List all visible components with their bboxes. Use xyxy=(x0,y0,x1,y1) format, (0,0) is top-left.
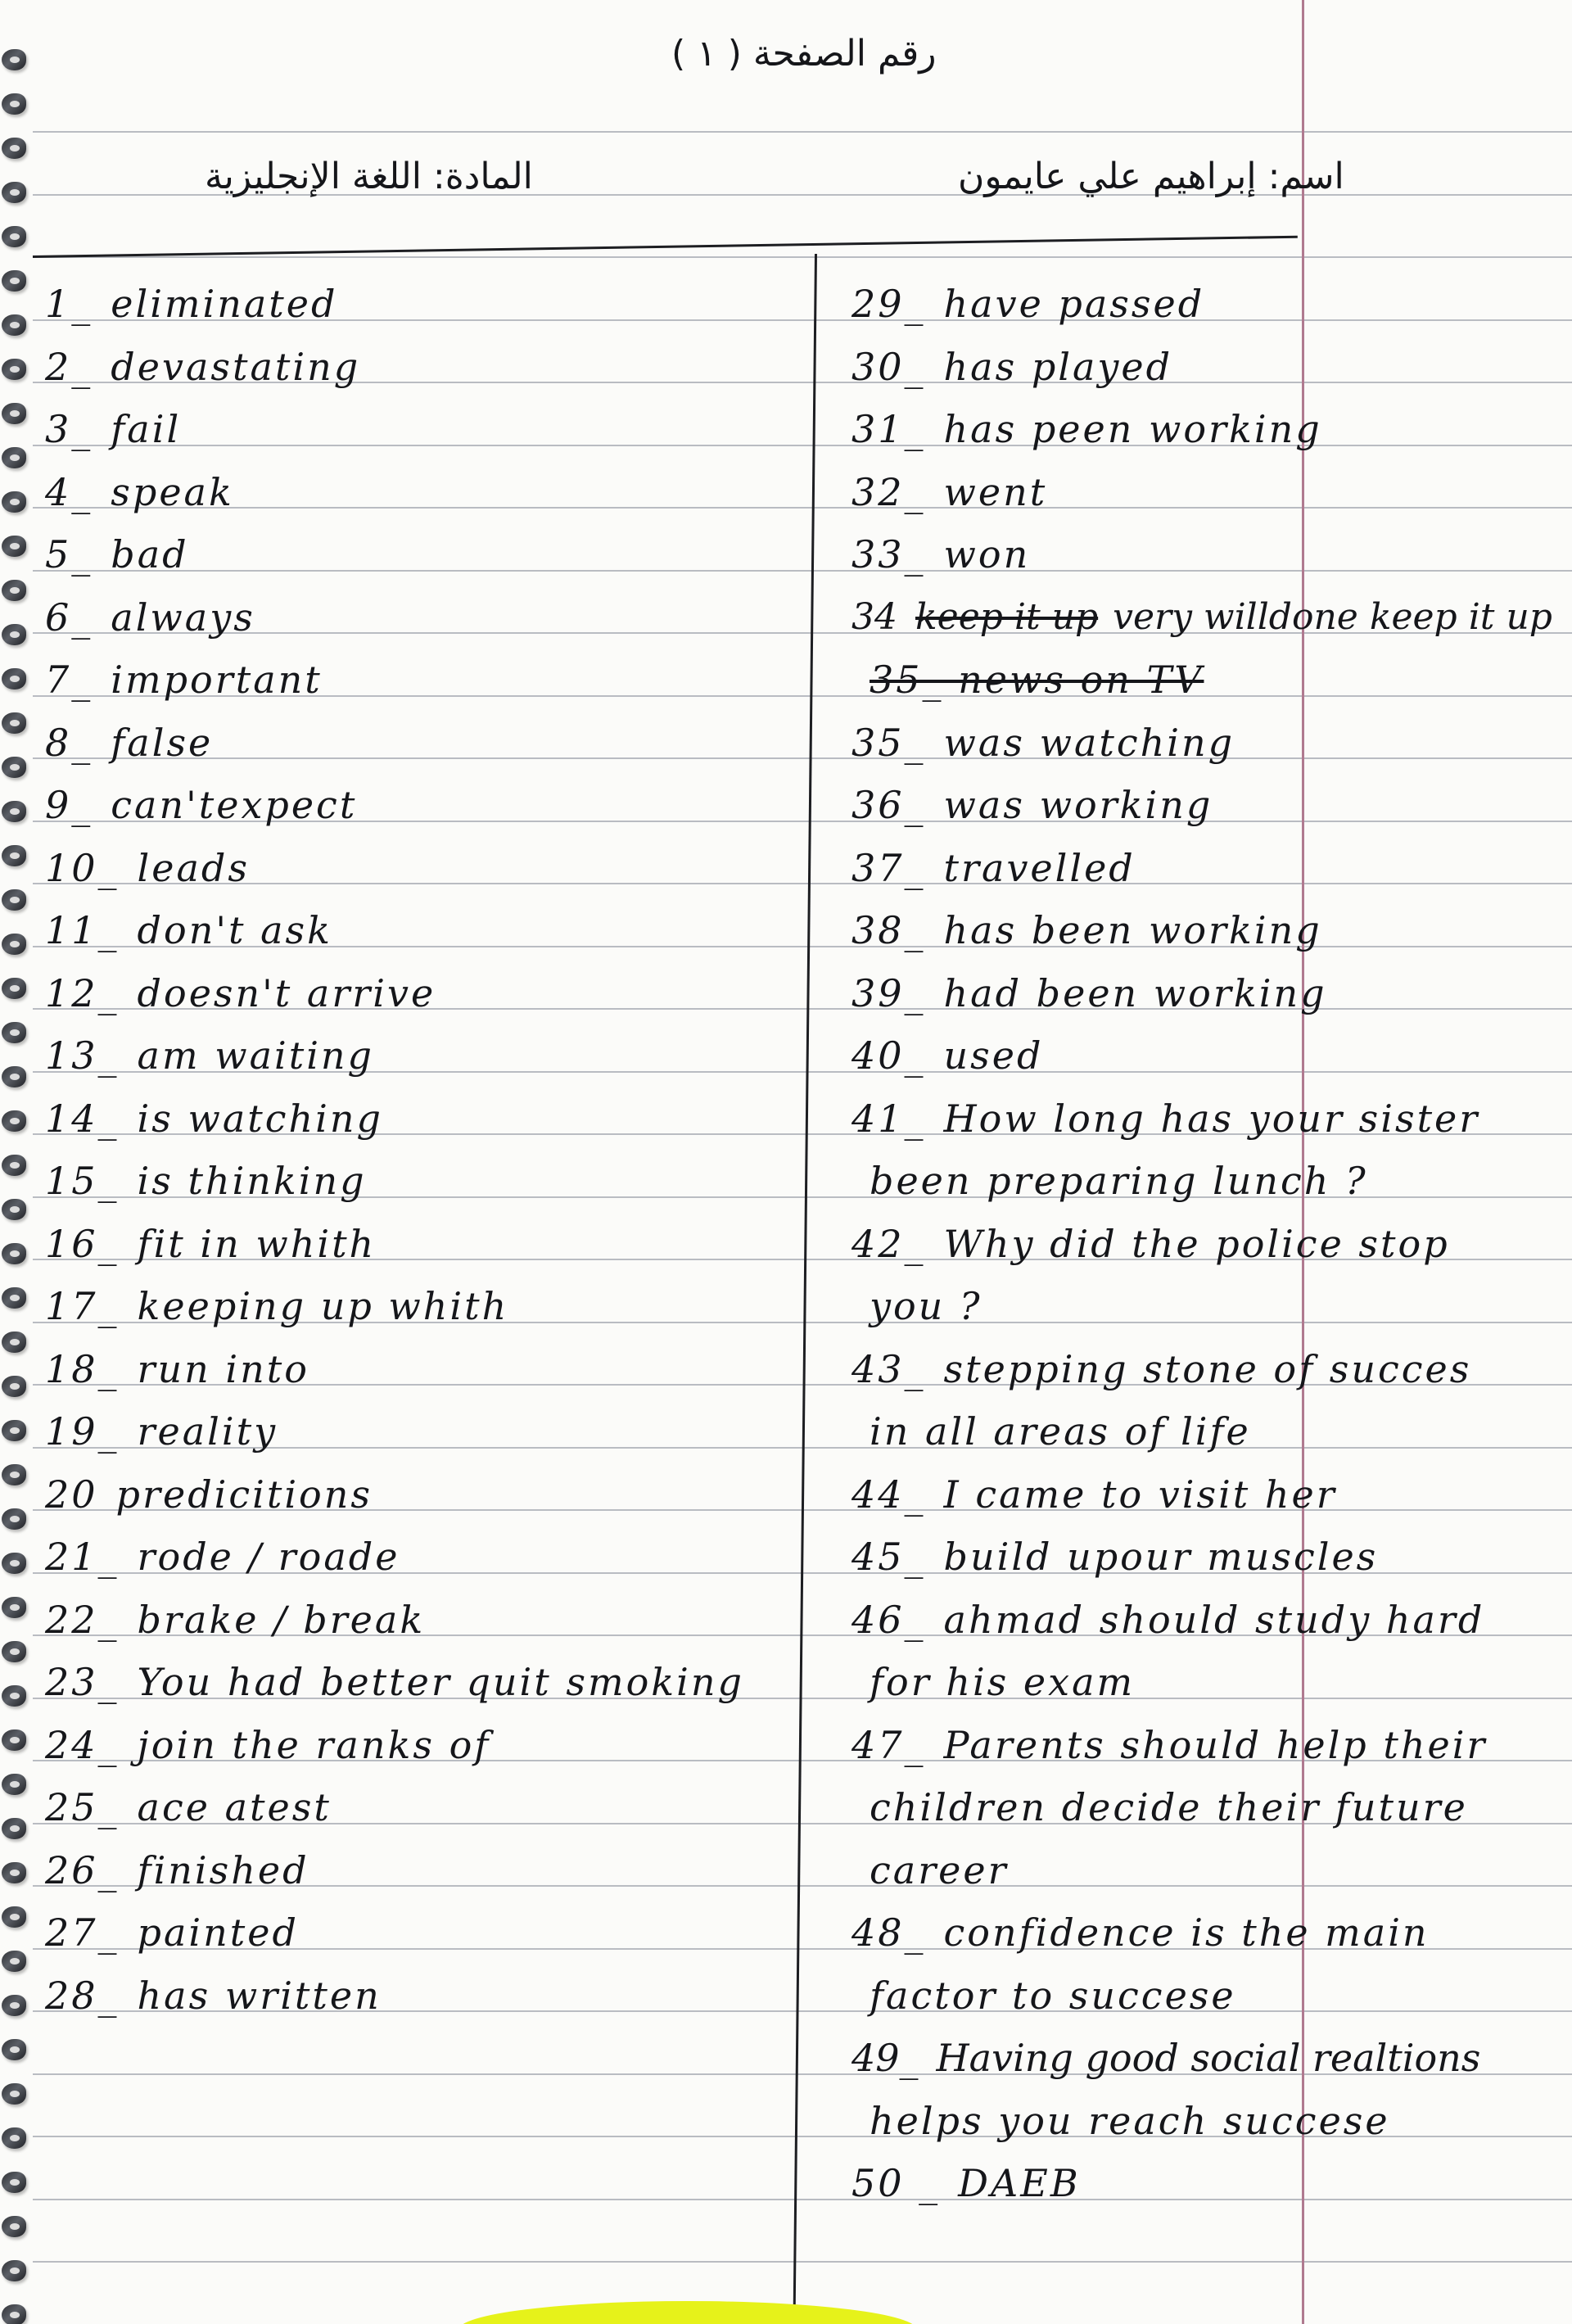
answer-line xyxy=(852,1285,982,1327)
answer-line xyxy=(852,283,1204,325)
spiral-ring xyxy=(2,1066,26,1087)
answer-number: 39_ xyxy=(852,971,926,1015)
spiral-ring xyxy=(2,491,26,513)
header-divider xyxy=(33,236,1298,258)
answer-line xyxy=(852,972,1327,1015)
answer-line xyxy=(45,784,357,826)
answer-text: factor to succese xyxy=(870,1974,1236,2018)
spiral-ring xyxy=(2,1243,26,1264)
rule-line xyxy=(33,507,1572,509)
answer-line xyxy=(852,1473,1337,1516)
answer-line xyxy=(852,1974,1236,2017)
answer-text: is thinking xyxy=(137,1159,367,1203)
answer-line xyxy=(852,1034,1043,1077)
answer-text: How long has your sister xyxy=(943,1096,1480,1141)
answer-number: 1_ xyxy=(45,282,93,326)
rule-line xyxy=(33,2261,1572,2263)
answer-text: for his exam xyxy=(870,1660,1136,1704)
answer-text: you ? xyxy=(870,1284,982,1328)
spiral-ring xyxy=(2,889,26,911)
answer-text: You had better quit smoking xyxy=(137,1660,744,1704)
spiral-ring xyxy=(2,624,26,645)
spiral-ring xyxy=(2,2172,26,2193)
answer-line xyxy=(45,1849,309,1892)
answer-text: brake / break xyxy=(137,1598,426,1642)
answer-line xyxy=(852,1410,1251,1453)
answer-line xyxy=(45,1285,508,1327)
spiral-ring xyxy=(2,93,26,115)
spiral-ring xyxy=(2,1818,26,1839)
rule-line xyxy=(33,757,1572,759)
spiral-ring xyxy=(2,1906,26,1928)
spiral-ring xyxy=(2,182,26,203)
spiral-ring xyxy=(2,270,26,292)
answer-text: build upour muscles xyxy=(943,1535,1379,1579)
spiral-ring xyxy=(2,2216,26,2237)
answer-number: 32_ xyxy=(852,470,926,514)
spiral-ring xyxy=(2,1862,26,1883)
spiral-ring xyxy=(2,712,26,734)
rule-line xyxy=(33,2199,1572,2200)
answer-number: 15_ xyxy=(45,1159,120,1203)
answer-text: was working xyxy=(943,783,1213,827)
answer-number: 17_ xyxy=(45,1284,120,1328)
answer-line xyxy=(852,721,1235,764)
answer-line xyxy=(45,283,337,325)
answer-number: 43_ xyxy=(852,1347,926,1391)
rule-line xyxy=(33,445,1572,446)
answer-text: Parents should help their xyxy=(943,1723,1488,1767)
spiral-ring xyxy=(2,1508,26,1530)
spiral-ring xyxy=(2,978,26,999)
answer-text: helps you reach succese xyxy=(870,2099,1390,2143)
spiral-ring xyxy=(2,668,26,690)
spiral-ring xyxy=(2,1332,26,1353)
subject-heading: المادة: اللغة الإنجليزية xyxy=(205,156,533,197)
answer-text: been preparing lunch ? xyxy=(870,1159,1368,1203)
answer-number: 3_ xyxy=(45,407,93,451)
answer-text: children decide their future xyxy=(870,1785,1468,1829)
answer-text: reality xyxy=(137,1409,278,1454)
spiral-ring xyxy=(2,2039,26,2060)
answer-number: 18_ xyxy=(45,1347,120,1391)
answer-line xyxy=(45,471,234,513)
answer-line xyxy=(852,1097,1479,1140)
answer-line xyxy=(852,2037,1480,2079)
rule-line xyxy=(33,883,1572,884)
answer-line xyxy=(852,596,1552,639)
spiral-ring xyxy=(2,1022,26,1043)
answer-line xyxy=(45,533,189,576)
answer-text: used xyxy=(943,1033,1044,1078)
answer-number: 50 _ xyxy=(852,2161,941,2205)
answer-text: won xyxy=(943,532,1031,576)
answer-number: 44_ xyxy=(852,1472,926,1517)
spiral-ring xyxy=(2,2083,26,2105)
answer-number: 20 xyxy=(45,1472,98,1517)
answer-text: eliminated xyxy=(111,282,338,326)
answer-text: confidence is the main xyxy=(943,1910,1430,1955)
answer-line xyxy=(45,1911,299,1954)
spiral-ring xyxy=(2,447,26,468)
student-name-heading: اسم: إبراهيم علي عايمون xyxy=(958,156,1344,197)
answer-text: important xyxy=(111,658,323,702)
answer-line xyxy=(45,1598,425,1641)
spiral-ring xyxy=(2,226,26,247)
answer-text: keeping up whith xyxy=(137,1284,509,1328)
spiral-ring xyxy=(2,1287,26,1309)
answer-text: ace atest xyxy=(137,1785,332,1829)
answer-line xyxy=(45,1097,383,1140)
spiral-ring xyxy=(2,2304,26,2324)
column-divider xyxy=(793,254,817,2324)
answer-number: 4_ xyxy=(45,470,93,514)
answer-line xyxy=(852,1786,1468,1829)
answer-number: 24_ xyxy=(45,1723,120,1767)
answer-line xyxy=(45,1974,382,2017)
answer-text: leads xyxy=(137,846,250,890)
answer-text: very willdone keep it up xyxy=(1113,596,1552,638)
answer-number: 14_ xyxy=(45,1096,120,1141)
answer-number: 6_ xyxy=(45,595,93,640)
answer-line xyxy=(852,909,1322,952)
answer-number: 46_ xyxy=(852,1598,926,1642)
answer-line xyxy=(852,1223,1450,1265)
answer-number: 31_ xyxy=(852,407,926,451)
spiral-ring xyxy=(2,2260,26,2281)
answer-line xyxy=(852,1348,1471,1390)
answer-number: 8_ xyxy=(45,721,93,765)
spiral-ring xyxy=(2,580,26,601)
answer-text: has been working xyxy=(943,908,1322,952)
answer-number: 38_ xyxy=(852,908,926,952)
spiral-ring xyxy=(2,1995,26,2016)
answer-number: 10_ xyxy=(45,846,120,890)
answer-line xyxy=(852,2100,1390,2142)
answer-line xyxy=(45,1410,278,1453)
spiral-ring xyxy=(2,1155,26,1176)
answer-text: false xyxy=(111,721,214,765)
spiral-ring xyxy=(2,536,26,557)
answer-line xyxy=(45,721,213,764)
answer-text: was watching xyxy=(943,721,1235,765)
answer-text: Why did the police stop xyxy=(943,1222,1450,1266)
answer-text: I came to visit her xyxy=(943,1472,1337,1517)
answer-line xyxy=(45,1724,490,1766)
answer-text: finished xyxy=(137,1848,309,1892)
answer-line xyxy=(45,847,250,889)
answer-line xyxy=(852,533,1030,576)
spiral-binding xyxy=(0,0,33,2324)
answer-line xyxy=(852,1849,1009,1892)
highlighter-mark xyxy=(458,2301,917,2324)
answer-line xyxy=(45,1661,744,1703)
answer-line xyxy=(852,471,1047,513)
answer-line xyxy=(45,1348,309,1390)
spiral-ring xyxy=(2,1199,26,1220)
answer-number: 28_ xyxy=(45,1974,120,2018)
answer-text: devastating xyxy=(111,345,361,389)
spiral-ring xyxy=(2,1420,26,1441)
answer-number: 2_ xyxy=(45,345,93,389)
answer-line xyxy=(45,408,181,450)
answer-number: 30_ xyxy=(852,345,926,389)
answer-line xyxy=(45,1034,374,1077)
answer-number: 26_ xyxy=(45,1848,120,1892)
answer-text: can'texpect xyxy=(111,783,358,827)
answer-text: bad xyxy=(111,532,189,576)
answer-text: in all areas of life xyxy=(870,1409,1251,1454)
spiral-ring xyxy=(2,1951,26,1972)
answer-line xyxy=(45,346,360,388)
answer-text: don't ask xyxy=(137,908,332,952)
answer-number: 40_ xyxy=(852,1033,926,1078)
answer-text: stepping stone of succes xyxy=(943,1347,1472,1391)
answer-line xyxy=(45,596,255,639)
answer-number: 34 xyxy=(852,596,897,638)
answer-line xyxy=(45,1223,376,1265)
spiral-ring xyxy=(2,1464,26,1485)
answer-number: 12_ xyxy=(45,971,120,1015)
spiral-ring xyxy=(2,138,26,159)
answer-number: 27_ xyxy=(45,1910,120,1955)
answer-line xyxy=(852,1724,1487,1766)
answer-number: 19_ xyxy=(45,1409,120,1454)
answer-text: have passed xyxy=(943,282,1205,326)
answer-text: am waiting xyxy=(137,1033,374,1078)
answer-line xyxy=(45,972,436,1015)
spiral-ring xyxy=(2,1376,26,1397)
spiral-ring xyxy=(2,1110,26,1132)
answer-number: 25_ xyxy=(45,1785,120,1829)
answer-line xyxy=(852,346,1172,388)
spiral-ring xyxy=(2,359,26,380)
page-number-heading: رقم الصفحة ( ١ ) xyxy=(671,33,937,75)
spiral-ring xyxy=(2,1641,26,1662)
answer-line xyxy=(852,1160,1368,1202)
answer-number: 22_ xyxy=(45,1598,120,1642)
answer-text: fit in whith xyxy=(137,1222,377,1266)
rule-line xyxy=(33,570,1572,572)
answer-number: 45_ xyxy=(852,1535,926,1579)
spiral-ring xyxy=(2,845,26,866)
answer-number: 9_ xyxy=(45,783,93,827)
answer-text: predicitions xyxy=(115,1472,373,1517)
answer-text: has peen working xyxy=(943,407,1322,451)
answer-number: 5_ xyxy=(45,532,93,576)
spiral-ring xyxy=(2,1729,26,1751)
answer-line xyxy=(852,408,1322,450)
spiral-ring xyxy=(2,1597,26,1618)
answer-text: is watching xyxy=(137,1096,383,1141)
answer-text: travelled xyxy=(943,846,1136,890)
answer-number: 23_ xyxy=(45,1660,120,1704)
answer-text: DAEB xyxy=(958,2161,1081,2205)
answer-text: Having good social realtions xyxy=(936,2036,1481,2080)
answer-text: fail xyxy=(111,407,182,451)
answer-line xyxy=(852,2162,1081,2204)
answer-text: painted xyxy=(137,1910,299,1955)
answer-number: 16_ xyxy=(45,1222,120,1266)
answer-line xyxy=(45,909,332,952)
answer-line xyxy=(852,847,1136,889)
answer-line xyxy=(45,658,323,701)
answer-number: 13_ xyxy=(45,1033,120,1078)
answer-text: went xyxy=(943,470,1048,514)
answer-number: 11_ xyxy=(45,908,120,952)
answer-number: 42_ xyxy=(852,1222,926,1266)
answer-text: speak xyxy=(111,470,234,514)
spiral-ring xyxy=(2,2127,26,2149)
answer-number: 21_ xyxy=(45,1535,120,1579)
answer-text: ahmad should study hard xyxy=(943,1598,1485,1642)
answer-line xyxy=(45,1535,400,1578)
spiral-ring xyxy=(2,1553,26,1574)
spiral-ring xyxy=(2,757,26,778)
answer-line xyxy=(45,1786,332,1829)
answer-number: 47_ xyxy=(852,1723,926,1767)
answer-number: 49_ xyxy=(852,2036,919,2080)
answer-line xyxy=(852,658,1218,701)
answer-text: had been working xyxy=(943,971,1327,1015)
rule-line xyxy=(33,131,1572,133)
answer-number: 33_ xyxy=(852,532,926,576)
answer-line xyxy=(45,1473,373,1516)
answer-text: rode / roade xyxy=(137,1535,400,1579)
spiral-ring xyxy=(2,801,26,822)
answer-number: 35_ xyxy=(852,721,926,765)
answer-number: 37_ xyxy=(852,846,926,890)
answer-number: 7_ xyxy=(45,658,93,702)
answer-number: 36_ xyxy=(852,783,926,827)
spiral-ring xyxy=(2,403,26,424)
spiral-ring xyxy=(2,1685,26,1707)
answer-number: 29_ xyxy=(852,282,926,326)
crossed-out-text: keep it up xyxy=(915,596,1099,638)
crossed-out-text: 35_ news on TV xyxy=(870,658,1204,702)
answer-line xyxy=(852,1535,1378,1578)
answer-text: join the ranks of xyxy=(137,1723,491,1767)
spiral-ring xyxy=(2,1774,26,1795)
answer-text: run into xyxy=(137,1347,309,1391)
spiral-ring xyxy=(2,934,26,955)
answer-text: has played xyxy=(943,345,1173,389)
answer-number: 41_ xyxy=(852,1096,926,1141)
answer-number: 48_ xyxy=(852,1910,926,1955)
answer-line xyxy=(852,1598,1484,1641)
answer-line xyxy=(852,1661,1135,1703)
answer-text: career xyxy=(870,1848,1009,1892)
spiral-ring xyxy=(2,314,26,336)
answer-line xyxy=(852,1911,1430,1954)
answer-line xyxy=(45,1160,367,1202)
answer-text: always xyxy=(111,595,255,640)
answer-text: has written xyxy=(137,1974,382,2018)
answer-text: doesn't arrive xyxy=(137,971,436,1015)
rule-line xyxy=(33,256,1572,258)
answer-line xyxy=(852,784,1213,826)
spiral-ring xyxy=(2,49,26,70)
